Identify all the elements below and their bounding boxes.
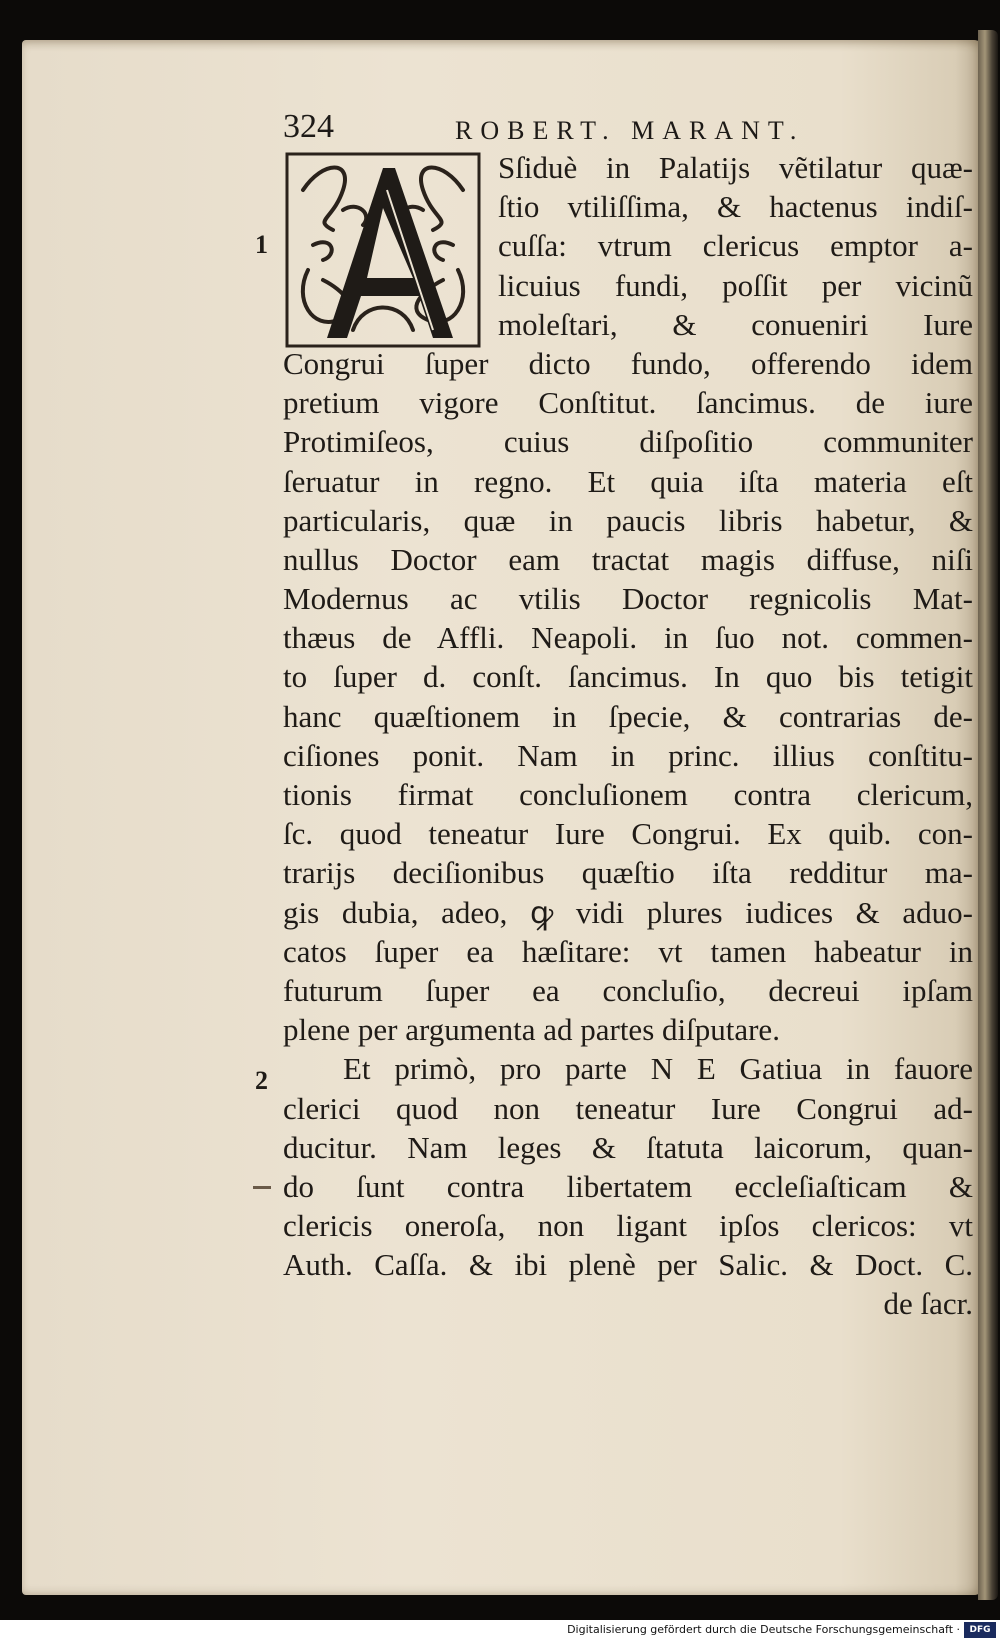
dfg-logo: DFG <box>964 1622 996 1638</box>
text-line: Sſiduè in Palatijs vẽtilatur quæ- <box>498 150 973 185</box>
footer-credit: Digitalisierung gefördert durch die Deutsche Forschungsgemeinschaft · <box>567 1623 960 1636</box>
body-text <box>283 148 973 1324</box>
text-line: to ſuper d. conſt. ſancimus. In quo bis tetigit <box>283 659 973 695</box>
footer-bar <box>0 1620 1000 1641</box>
margin-number-2: 2 <box>255 1066 268 1095</box>
text-line: Et primò, pro parte N E Gatiua in fauore <box>343 1051 973 1087</box>
text-line: hanc quæſtionem in ſpecie, & contrarias de- <box>283 698 973 734</box>
text-line: thæus de Affli. Neapoli. in ſuo not. commen- <box>283 620 973 656</box>
text-line: plene per argumenta ad partes diſputare. <box>283 1012 780 1048</box>
text-line: ſtio vtiliſſima, & hactenus indiſ- <box>498 189 973 225</box>
text-line: Modernus ac vtilis Doctor regnicolis Mat- <box>283 581 973 617</box>
text-line: gis dubia, adeo, ꝙ vidi plures iudices & aduo- <box>283 894 973 930</box>
text-line: ducitur. Nam leges & ſtatuta laicorum, quan- <box>283 1129 973 1165</box>
page-edge <box>978 30 998 1600</box>
text-line: clericis oneroſa, non ligant ipſos clericos: vt <box>283 1208 973 1244</box>
margin-number-1: 1 <box>255 230 268 259</box>
text-line: catos ſuper ea hæſitare: vt tamen habeatur in <box>283 933 973 969</box>
page-number: 324 <box>283 108 334 145</box>
text-line: Congrui ſuper dicto fundo, offerendo idem <box>283 345 973 381</box>
text-line: trarijs deciſionibus quæſtio iſta redditur ma- <box>283 855 973 891</box>
text-line: moleſtari, & conueniri Iure <box>498 306 973 342</box>
catchword: de ſacr. <box>883 1286 973 1322</box>
text-line: licuius fundi, poſſit per vicinũ <box>498 267 973 303</box>
text-line: futurum ſuper ea concluſio, decreui ipſam <box>283 972 973 1008</box>
text-line: ciſiones ponit. Nam in princ. illius conſtitu- <box>283 737 973 773</box>
text-line: clerici quod non teneatur Iure Congrui ad- <box>283 1090 973 1126</box>
text-line: Auth. Caſſa. & ibi plenè per Salic. & Doct. C. <box>283 1247 973 1283</box>
running-head: ROBERT. MARANT. <box>455 116 805 145</box>
text-line: particularis, quæ in paucis libris habetur, & <box>283 502 973 538</box>
text-line: ſeruatur in regno. Et quia iſta materia eſt <box>283 463 973 499</box>
text-line: pretium vigore Conſtitut. ſancimus. de iure <box>283 385 973 421</box>
text-line: Protimiſeos, cuius diſpoſitio communiter <box>283 424 973 460</box>
page-header <box>283 108 883 148</box>
text-line: tionis firmat concluſionem contra clericum, <box>283 777 973 812</box>
margin-mark <box>253 1186 271 1189</box>
text-line: do ſunt contra libertatem eccleſiaſticam & <box>283 1168 973 1204</box>
text-line: cuſſa: vtrum clericus emptor a- <box>498 228 973 264</box>
text-line: ſc. quod teneatur Iure Congrui. Ex quib. con- <box>283 816 973 852</box>
text-line: nullus Doctor eam tractat magis diffuse, niſi <box>283 541 973 577</box>
